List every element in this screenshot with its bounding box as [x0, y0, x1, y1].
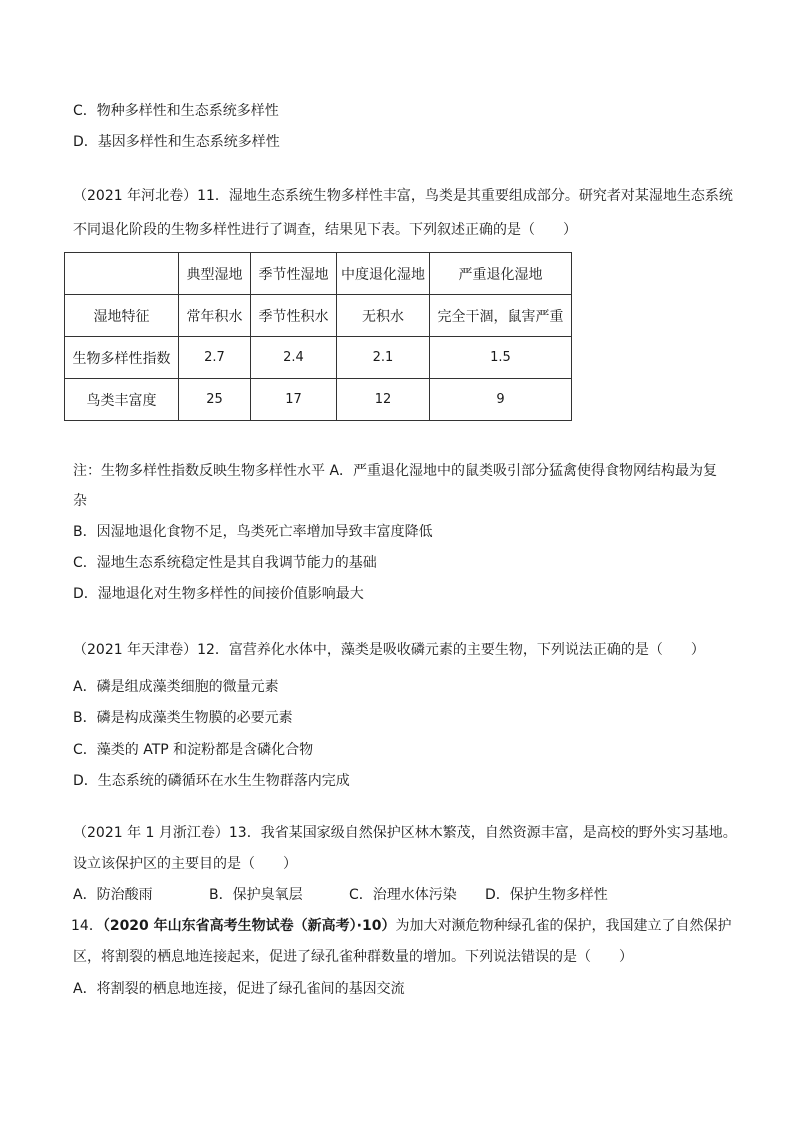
table-cell: 2.4	[251, 337, 337, 379]
q11-note-line1: 注：生物多样性指数反映生物多样性水平 A．严重退化湿地中的鼠类吸引部分猛禽使得食物网结构最为复	[73, 463, 718, 479]
q14-stem-rest: 为加大对濒危物种绿孔雀的保护，我国建立了自然保护	[395, 918, 732, 934]
q11-stem-line1: （2021 年河北卷）11．湿地生态系统生物多样性丰富，鸟类是其重要组成部分。研究者对某湿地生态系统	[73, 188, 733, 204]
q12-stem: （2021 年天津卷）12．富营养化水体中，藻类是吸收磷元素的主要生物，下列说法正确的是（ ）	[73, 642, 705, 658]
q12-option-b: B．磷是构成藻类生物膜的必要元素	[73, 710, 293, 726]
q14-stem-line1	[71, 916, 731, 936]
wetland-table	[64, 252, 572, 421]
table-row	[65, 379, 572, 421]
table-cell: 鸟类丰富度	[65, 379, 179, 421]
table-header-severe: 严重退化湿地	[430, 253, 572, 295]
q13-option-a: A．防治酸雨	[73, 887, 153, 903]
table-cell: 季节性积水	[251, 295, 337, 337]
table-cell: 9	[430, 379, 572, 421]
q10-option-d: D．基因多样性和生态系统多样性	[73, 134, 280, 150]
q13-stem-line2: 设立该保护区的主要目的是（ ）	[73, 856, 297, 872]
table-header-row	[65, 253, 572, 295]
q14-source: （2020 年山东省高考生物试卷（新高考）·10）	[102, 918, 396, 934]
q10-option-c: C．物种多样性和生态系统多样性	[73, 103, 279, 119]
q11-stem-line2: 不同退化阶段的生物多样性进行了调查，结果见下表。下列叙述正确的是（ ）	[73, 222, 577, 238]
table-cell: 2.7	[179, 337, 251, 379]
table-cell: 17	[251, 379, 337, 421]
q13-option-c: C．治理水体污染	[349, 887, 457, 903]
table-header-moderate: 中度退化湿地	[337, 253, 430, 295]
q14-stem-line2: 区，将割裂的栖息地连接起来，促进了绿孔雀种群数量的增加。下列说法错误的是（ ）	[73, 949, 633, 965]
table-header-seasonal: 季节性湿地	[251, 253, 337, 295]
table-cell: 湿地特征	[65, 295, 179, 337]
q11-option-d: D．湿地退化对生物多样性的间接价值影响最大	[73, 586, 364, 602]
q13-option-b: B．保护臭氧层	[209, 887, 303, 903]
table-cell: 常年积水	[179, 295, 251, 337]
table-cell: 12	[337, 379, 430, 421]
table-cell: 无积水	[337, 295, 430, 337]
table-cell: 完全干涸，鼠害严重	[430, 295, 572, 337]
q12-option-d: D．生态系统的磷循环在水生生物群落内完成	[73, 773, 350, 789]
q11-option-c: C．湿地生态系统稳定性是其自我调节能力的基础	[73, 555, 377, 571]
table-cell: 2.1	[337, 337, 430, 379]
q12-option-c: C．藻类的 ATP 和淀粉都是含磷化合物	[73, 742, 314, 758]
q14-option-a: A．将割裂的栖息地连接，促进了绿孔雀间的基因交流	[73, 981, 405, 997]
table-cell: 25	[179, 379, 251, 421]
table-cell: 生物多样性指数	[65, 337, 179, 379]
q11-option-b: B．因湿地退化食物不足，鸟类死亡率增加导致丰富度降低	[73, 524, 433, 540]
q14-number: 14．	[71, 918, 103, 934]
table-header-empty	[65, 253, 179, 295]
table-row	[65, 337, 572, 379]
q12-option-a: A．磷是组成藻类细胞的微量元素	[73, 679, 279, 695]
table-row	[65, 295, 572, 337]
q13-option-d: D．保护生物多样性	[485, 887, 608, 903]
q13-options-row	[73, 885, 608, 905]
q11-note-line2: 杂	[73, 493, 87, 509]
table-cell: 1.5	[430, 337, 572, 379]
q13-stem-line1: （2021 年 1 月浙江卷）13．我省某国家级自然保护区林木繁茂，自然资源丰富，是高校的野外实习基地。	[73, 825, 737, 841]
table-header-typical: 典型湿地	[179, 253, 251, 295]
